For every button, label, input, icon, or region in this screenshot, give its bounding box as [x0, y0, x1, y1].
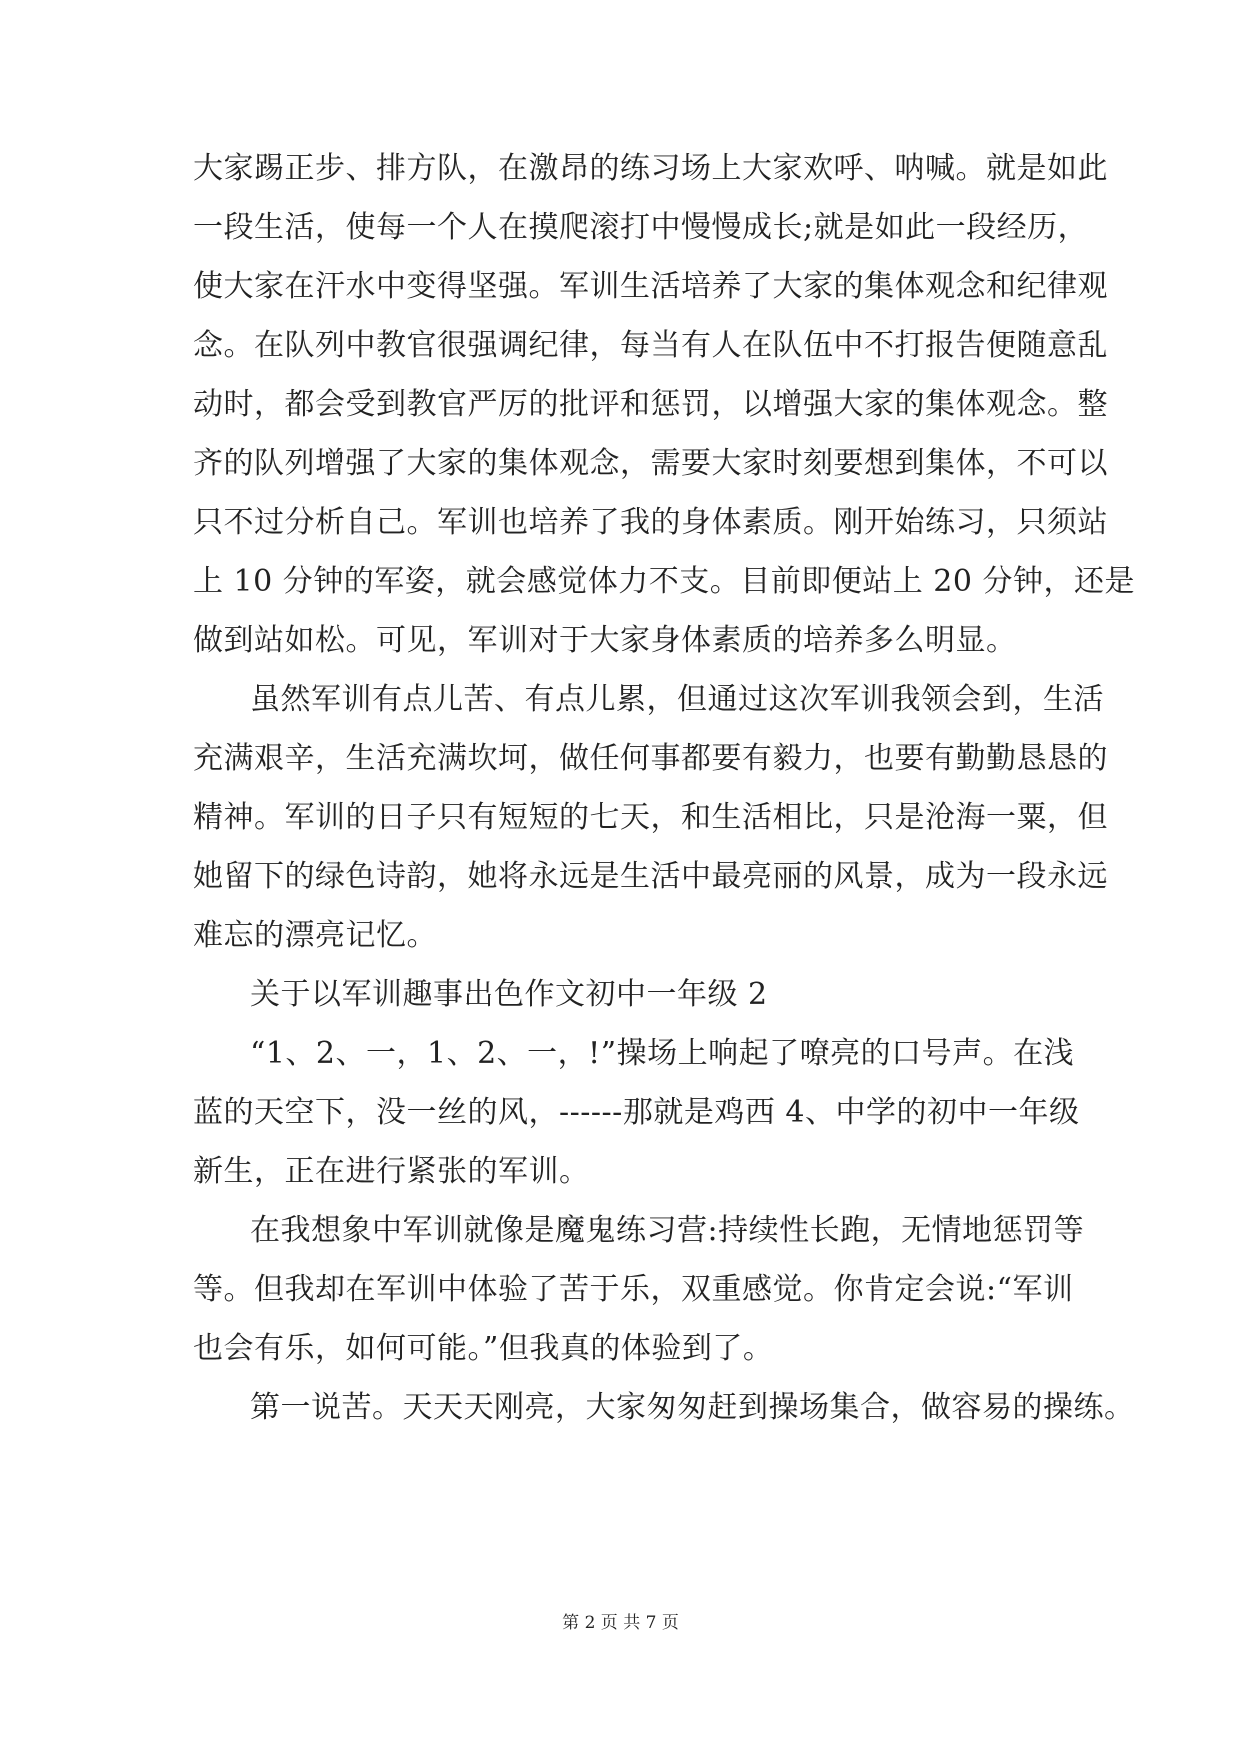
text-line: 上 10 分钟的军姿，就会感觉体力不支。目前即便站上 20 分钟，还是 [193, 564, 1135, 599]
text-line: 她留下的绿色诗韵，她将永远是生活中最亮丽的风景，成为一段永远 [193, 859, 1108, 894]
text-line: 也会有乐，如何可能。”但我真的体验到了。 [193, 1331, 774, 1366]
text-line: 做到站如松。可见，军训对于大家身体素质的培养多么明显。 [193, 623, 1017, 658]
paragraph-first-line: 虽然军训有点儿苦、有点儿累，但通过这次军训我领会到，生活 [250, 682, 1104, 717]
page-number-footer: 第 2 页 共 7 页 [562, 1613, 679, 1633]
paragraph-first-line: 在我想象中军训就像是魔鬼练习营:持续性长跑，无情地惩罚等 [250, 1213, 1085, 1248]
text-line: 等。但我却在军训中体验了苦于乐，双重感觉。你肯定会说:“军训 [193, 1272, 1074, 1307]
text-line: 充满艰辛，生活充满坎坷，做任何事都要有毅力，也要有勤勤恳恳的 [193, 741, 1108, 776]
paragraph-first-line: 第一说苦。天天天刚亮，大家匆匆赶到操场集合，做容易的操练。 [250, 1390, 1135, 1425]
section-heading: 关于以军训趣事出色作文初中一年级 2 [250, 977, 768, 1012]
text-line: 难忘的漂亮记忆。 [193, 918, 437, 953]
text-line: 齐的队列增强了大家的集体观念，需要大家时刻要想到集体，不可以 [193, 446, 1108, 481]
text-line: 念。在队列中教官很强调纪律，每当有人在队伍中不打报告便随意乱 [193, 328, 1108, 363]
text-line: 一段生活，使每一个人在摸爬滚打中慢慢成长;就是如此一段经历， [193, 210, 1089, 245]
paragraph-first-line: “1、2、一，1、2、一，!”操场上响起了嘹亮的口号声。在浅 [250, 1036, 1075, 1071]
text-line: 使大家在汗水中变得坚强。军训生活培养了大家的集体观念和纪律观 [193, 269, 1108, 304]
text-line: 动时，都会受到教官严厉的批评和惩罚，以增强大家的集体观念。整 [193, 387, 1108, 422]
text-line: 大家踢正步、排方队，在激昂的练习场上大家欢呼、呐喊。就是如此 [193, 151, 1108, 186]
text-line: 只不过分析自己。军训也培养了我的身体素质。刚开始练习，只须站 [193, 505, 1108, 540]
text-line: 蓝的天空下，没一丝的风，------那就是鸡西 4、中学的初中一年级 [193, 1095, 1080, 1130]
text-line: 新生，正在进行紧张的军训。 [193, 1154, 590, 1189]
text-line: 精神。军训的日子只有短短的七天，和生活相比，只是沧海一粟，但 [193, 800, 1108, 835]
